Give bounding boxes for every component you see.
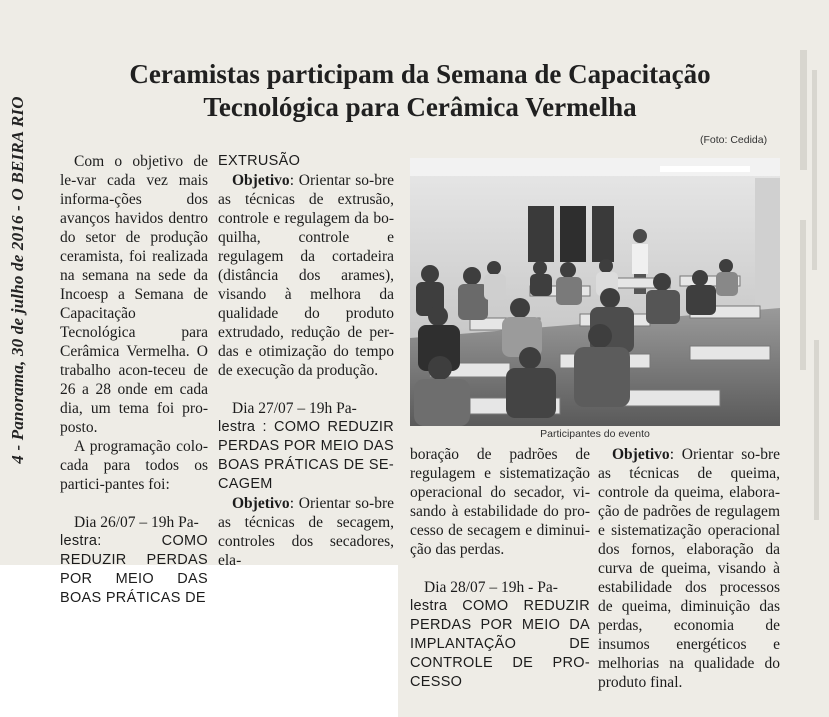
article-column-1 <box>60 152 208 608</box>
headline-line-1: Ceramistas participam da Semana de Capacitação <box>129 59 711 89</box>
program-paragraph: A programação colo-cada para todos os partici-pantes foi: <box>60 438 208 493</box>
day1-talk-title: lestra: COMO REDUZIR PERDAS POR MEIO DAS BOAS PRÁTICAS DE <box>60 533 208 606</box>
article-column-2 <box>218 152 394 570</box>
day1-talk-title-end: EXTRUSÃO <box>218 153 301 169</box>
photo-credit: (Foto: Cedida) <box>700 134 768 146</box>
objective-label: Objetivo <box>232 172 290 189</box>
day2-objective-text: : Orientar so-bre as técnicas de secagem, controles dos secadores, ela- <box>218 495 394 569</box>
side-header-text: 4 - Panorama, 30 de julho de 2016 - O BEIRA RIO <box>8 96 27 464</box>
photo-caption: Participantes do evento <box>540 428 650 440</box>
day3-objective-text: : Orientar so-bre as técnicas de queima, controle da queima, elabora-ção de padrões de regulagem e sistematização operacional dos fornos, elaboração da curva de queima, visando à estabilidade dos processos de queima, diminuição das perdas, economia de insumos energéticos e melhorias na qualidade do produto final. <box>598 446 780 691</box>
day2-objective-continued: boração de padrões de regulagem e sistematização operacional do secador, vi-sando à estabilidade do pro-cesso de secagem e diminui-ção das perdas. <box>410 446 590 558</box>
day2-talk-title: lestra : COMO REDUZIR PERDAS POR MEIO DAS BOAS PRÁTICAS DE SE-CAGEM <box>218 419 394 492</box>
objective-label: Objetivo <box>612 446 670 463</box>
article-column-3 <box>410 445 590 692</box>
day1-objective-text: : Orientar so-bre as técnicas de extrusão, controle e regulagem da bo-quilha, controle e regulagem da cortadeira (distância dos arames), visando à melhora da qualidade do produto extrudado, redução de per-das e otimização do tempo de execução da produção. <box>218 172 394 379</box>
classroom-photo-illustration <box>410 158 780 426</box>
bleed-through-texture <box>792 40 829 560</box>
objective-label: Objetivo <box>232 495 290 512</box>
headline-line-2: Tecnológica para Cerâmica Vermelha <box>203 92 637 122</box>
day2-date: Dia 27/07 – 19h Pa- <box>232 400 357 417</box>
article-column-4 <box>598 445 780 692</box>
day1-date: Dia 26/07 – 19h Pa- <box>74 514 199 531</box>
headline <box>60 58 780 124</box>
day2-objective <box>218 494 394 570</box>
day3-objective <box>598 445 780 692</box>
event-photo <box>410 158 780 426</box>
day3-date: Dia 28/07 – 19h - Pa- <box>424 579 558 596</box>
intro-paragraph: Com o objetivo de le-var cada vez mais informa-ções dos avanços havidos dentro do setor de produção ceramista, foi realizada na semana na sede da Incoesp a Semana de Capacitação Tecnológica para Cerâmica Vermelha. O trabalho acon-teceu de 26 a 28 onde em cada dia, um tema foi pro-posto. <box>60 153 208 436</box>
day3-talk-title: lestra COMO REDUZIR PERDAS POR MEIO DA IMPLANTAÇÃO DE CONTROLE DE PRO-CESSO <box>410 598 590 690</box>
page-header-vertical <box>0 10 36 550</box>
day1-objective <box>218 171 394 380</box>
